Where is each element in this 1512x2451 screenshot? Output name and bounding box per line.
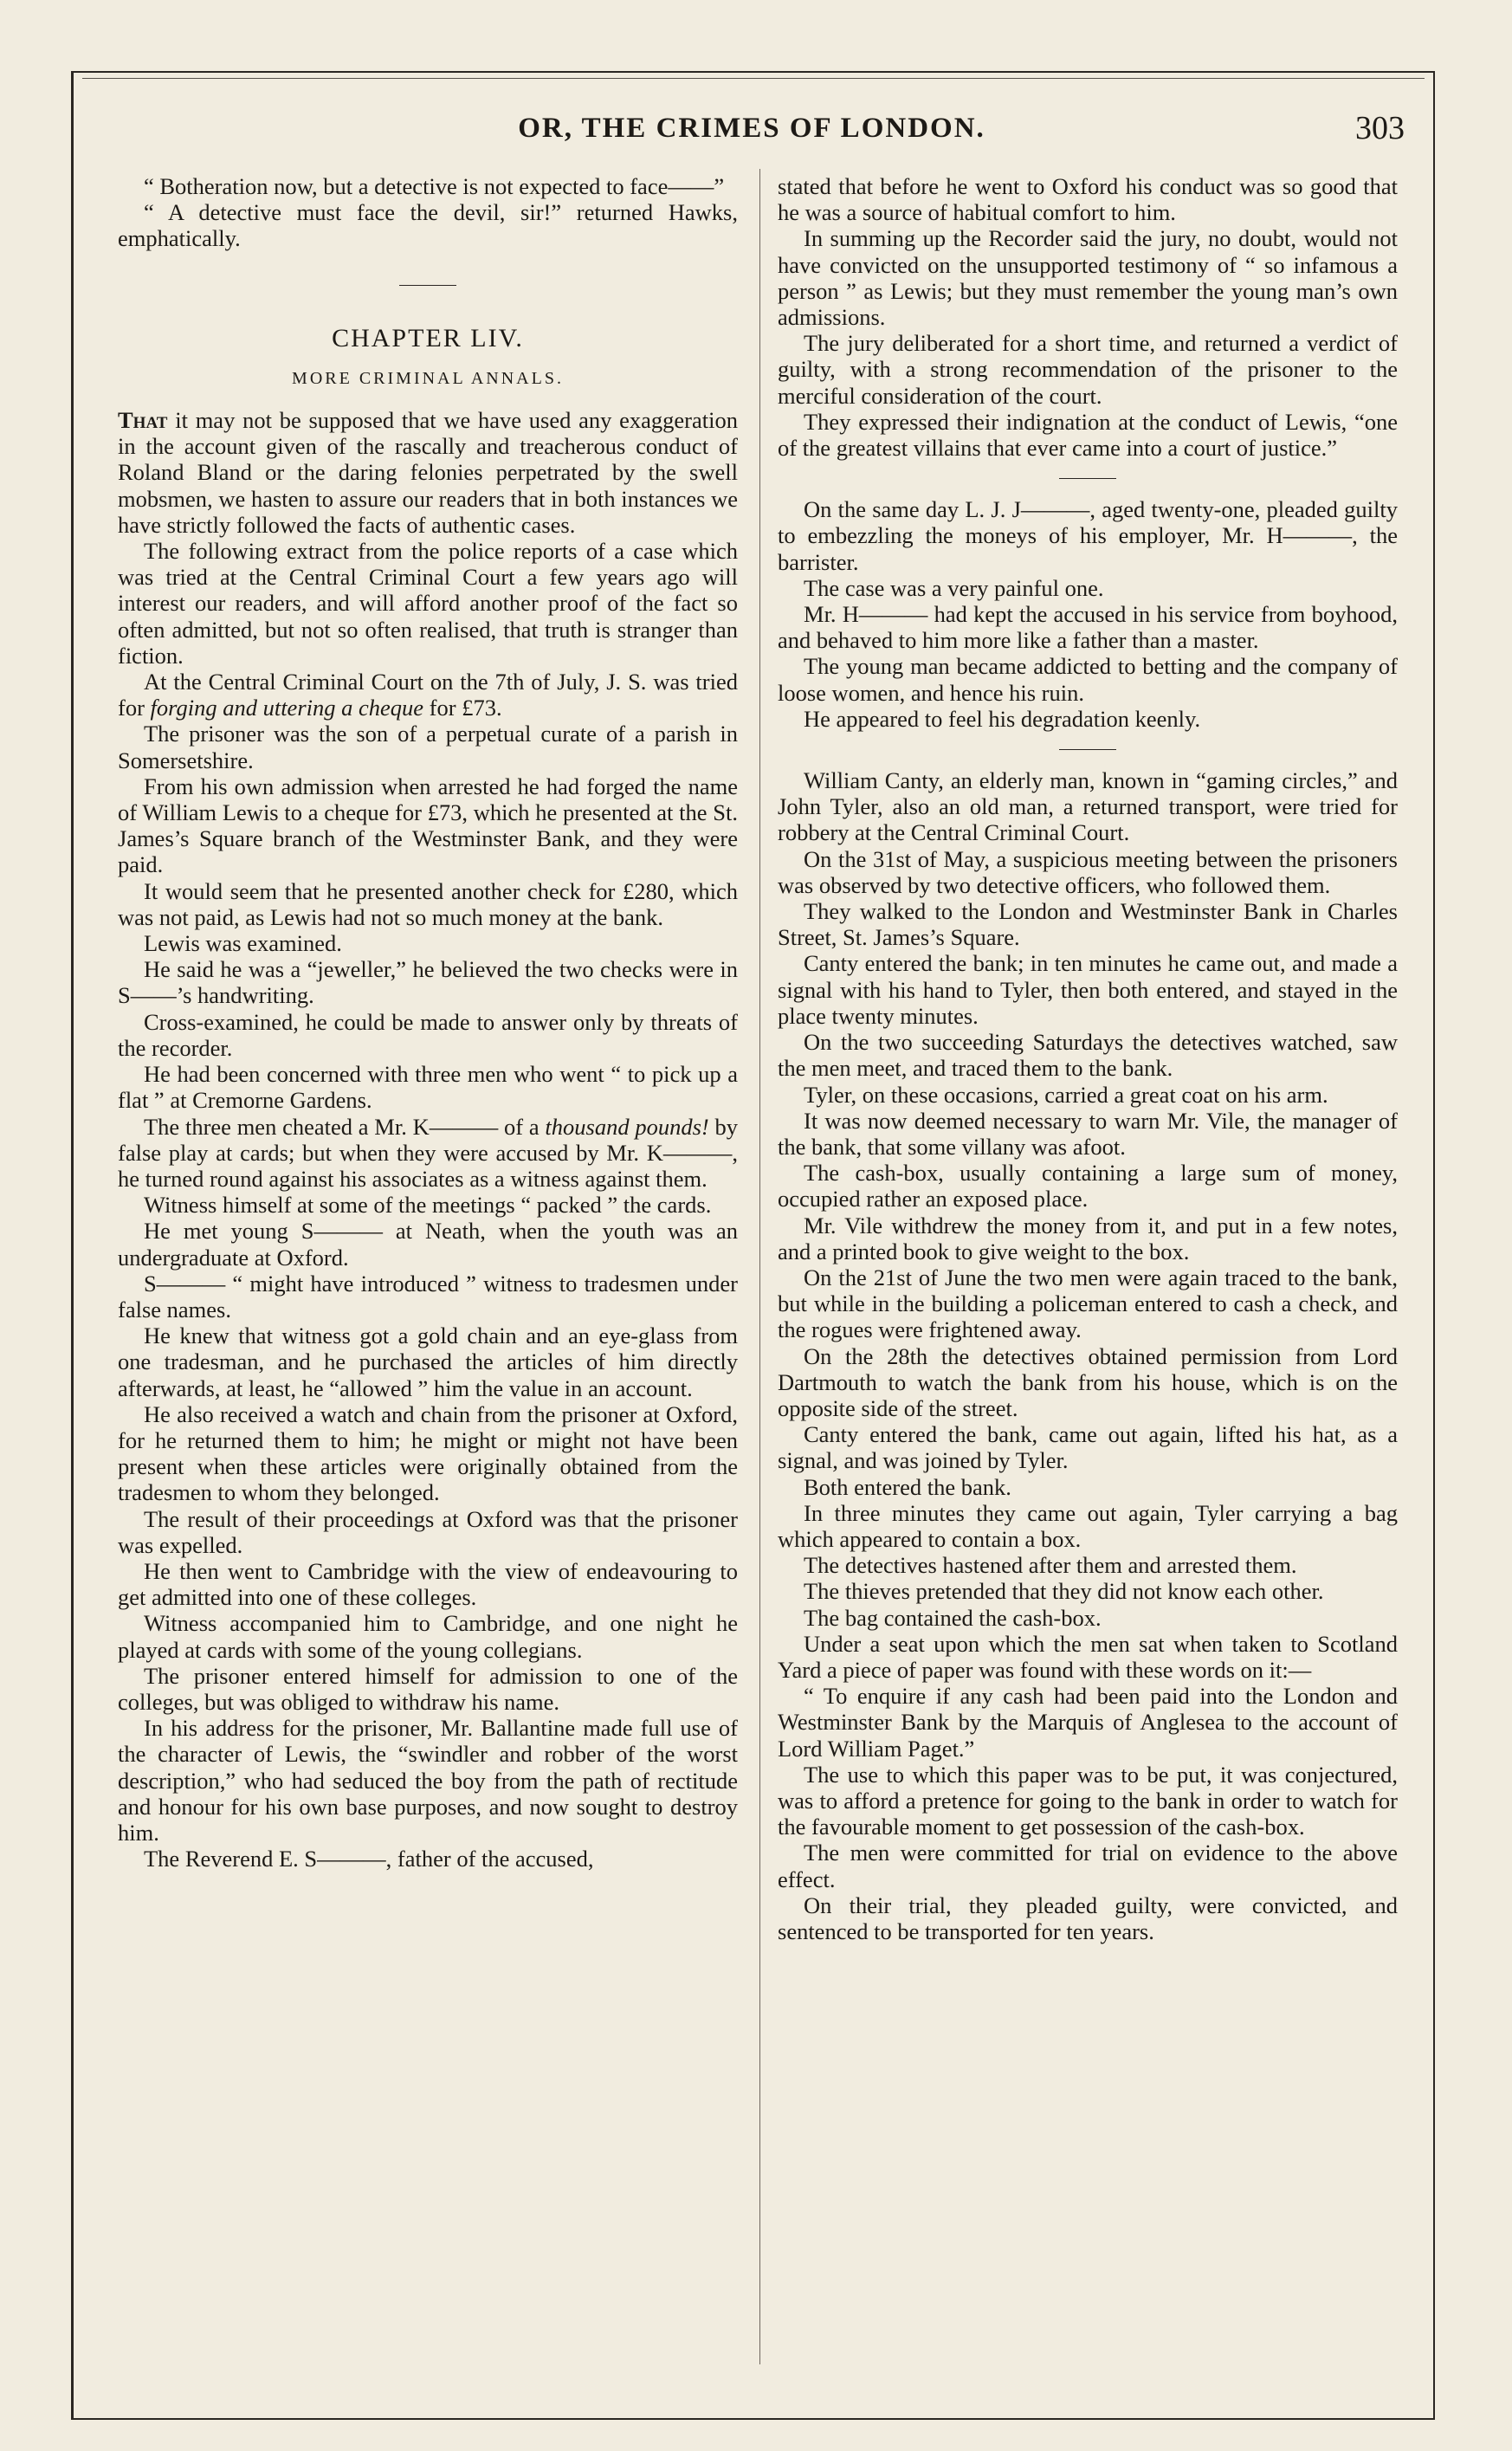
paragraph: Mr. Vile withdrew the money from it, and put in a few notes, and a printed book to give weight to the box.	[778, 1212, 1398, 1264]
paragraph: The thieves pretended that they did not know each other.	[804, 1578, 1324, 1605]
paragraph: The men were committed for trial on evidence to the above effect.	[778, 1840, 1398, 1892]
italic-text: thousand pounds!	[545, 1113, 709, 1140]
paragraph: The three men cheated a Mr. K——— of a thousand pounds! by false play at cards; but when they were accused by Mr. K———, he turned round against his associates as a witness against them.	[118, 1113, 739, 1192]
paragraph: He had been concerned with three men who went “ to pick up a flat ” at Cremorne Gardens.	[118, 1061, 738, 1114]
paragraph: On their trial, they pleaded guilty, were convicted, and sentenced to be transported for ten years.	[778, 1892, 1398, 1944]
paragraph: On the 21st of June the two men were again traced to the bank, but while in the building a policeman entered to cash a check, and the rogues were frightened away.	[778, 1264, 1398, 1343]
page-header	[71, 102, 1432, 156]
paragraph: On the same day L. J. J———, aged twenty-one, pleaded guilty to embezzling the moneys of his employer, Mr. H———, the barrister.	[778, 496, 1398, 575]
paragraph: In his address for the prisoner, Mr. Ballantine made full use of the character of Lewis, the “swindler and robber of the worst description,” who had seduced the boy from the path of rectitude and honour for his own base purposes, and now sought to destroy him.	[118, 1715, 738, 1846]
paragraph: Mr. H——— had kept the accused in his service from boyhood, and behaved to him more like a father than a master.	[778, 601, 1398, 654]
paragraph: Cross-examined, he could be made to answer only by threats of the recorder.	[118, 1008, 738, 1061]
paragraph: The following extract from the police reports of a case which was tried at the Central Criminal Court a few years ago will interest our readers, and will afford another proof of the fact so often admitted, but not so often realised, that truth is stranger than fiction.	[118, 538, 738, 669]
paragraph: Under a seat upon which the men sat when taken to Scotland Yard a piece of paper was found with these words on it:—	[778, 1630, 1398, 1683]
paragraph: The young man became addicted to betting and the company of loose women, and hence his ruin.	[778, 653, 1398, 706]
paragraph: The bag contained the cash-box.	[804, 1604, 1102, 1631]
paragraph: On the 31st of May, a suspicious meeting between the prisoners was observed by two detective officers, who followed them.	[778, 845, 1398, 898]
paragraph: They walked to the London and Westminster Bank in Charles Street, St. James’s Square.	[778, 898, 1398, 951]
paragraph: Canty entered the bank; in ten minutes he came out, and made a signal with his hand to Tyler, then both entered, and stayed in the place twenty minutes.	[778, 950, 1398, 1029]
paragraph: Both entered the bank.	[804, 1473, 1011, 1500]
page-number: 303	[1355, 110, 1405, 146]
paragraph: Witness himself at some of the meetings “ packed ” the cards.	[144, 1192, 712, 1219]
paragraph: stated that before he went to Oxford his conduct was so good that he was a source of habitual comfort to him.	[778, 173, 1398, 226]
paragraph: On the 28th the detectives obtained permission from Lord Dartmouth to watch the bank from his house, which is on the opposite side of the street.	[778, 1342, 1398, 1421]
paragraph: He also received a watch and chain from the prisoner at Oxford, for he returned them to him; he might or might not have been present when these articles were originally obtained from the tradesmen to whom they belonged.	[118, 1400, 738, 1506]
italic-text: forging and uttering a cheque	[150, 695, 424, 721]
paragraph: In summing up the Recorder said the jury, no doubt, would not have convicted on the unsupported testimony of “ so infamous a person ” as Lewis; but they must remember the young man’s own admissions.	[778, 225, 1398, 331]
chapter-heading: CHAPTER LIV.	[332, 323, 524, 352]
paragraph: He met young S——— at Neath, when the youth was an undergraduate at Oxford.	[118, 1218, 738, 1271]
left-column	[118, 173, 738, 1872]
section-rule	[399, 285, 456, 286]
paragraph: The jury deliberated for a short time, and returned a verdict of guilty, with a strong recommendation of the prisoner to the merciful consideration of the court.	[778, 330, 1398, 409]
paragraph: Lewis was examined.	[144, 930, 342, 957]
paragraph: William Canty, an elderly man, known in “gaming circles,” and John Tyler, also an old man, a returned transport, were tried for robbery at the Central Criminal Court.	[778, 767, 1398, 846]
paragraph: The prisoner was the son of a perpetual curate of a parish in Somersetshire.	[118, 721, 738, 773]
paragraph: “ To enquire if any cash had been paid into the London and Westminster Bank by the Marquis of Anglesea to the account of Lord William Paget.”	[778, 1683, 1398, 1762]
paragraph: He said he was a “jeweller,” he believed the two checks were in S——’s handwriting.	[118, 956, 738, 1009]
paragraph: The result of their proceedings at Oxford was that the prisoner was expelled.	[118, 1505, 738, 1558]
paragraph: “ A detective must face the devil, sir!” returned Hawks, emphatically.	[118, 199, 738, 252]
paragraph: On the two succeeding Saturdays the detectives watched, saw the men meet, and traced them to the bank.	[778, 1029, 1398, 1082]
paragraph: In three minutes they came out again, Tyler carrying a bag which appeared to contain a box.	[778, 1499, 1398, 1552]
paragraph: The prisoner entered himself for admission to one of the colleges, but was obliged to withdraw his name.	[118, 1662, 738, 1715]
paragraph: Tyler, on these occasions, carried a great coat on his arm.	[804, 1081, 1328, 1108]
paragraph: At the Central Criminal Court on the 7th of July, J. S. was tried for forging and uttering a cheque for £73.	[118, 669, 738, 721]
paragraph: Canty entered the bank, came out again, lifted his hat, as a signal, and was joined by Tyler.	[778, 1421, 1398, 1474]
paragraph: The use to which this paper was to be put, it was conjectured, was to afford a pretence for going to the bank in order to watch for the favourable moment to get possession of the cash-box.	[778, 1761, 1398, 1840]
paragraph: The case was a very painful one.	[804, 574, 1104, 601]
section-rule	[1059, 749, 1116, 750]
paragraph: They expressed their indignation at the conduct of Lewis, “one of the greatest villains that ever came into a court of justice.”	[778, 408, 1398, 462]
section-rule	[1059, 478, 1116, 479]
column-divider	[759, 169, 760, 2364]
running-title: OR, THE CRIMES OF LONDON.	[518, 113, 985, 144]
paragraph: It was now deemed necessary to warn Mr. Vile, the manager of the bank, that some villany was afoot.	[778, 1107, 1398, 1160]
paragraph: From his own admission when arrested he had forged the name of William Lewis to a cheque for £73, which he presented at the St. James’s Square branch of the Westminster Bank, and they were paid.	[118, 773, 738, 878]
chapter-subtitle: MORE CRIMINAL ANNALS.	[292, 368, 564, 388]
paragraph: The Reverend E. S———, father of the accused,	[144, 1846, 594, 1872]
paragraph: He then went to Cambridge with the view of endeavouring to get admitted into one of these colleges.	[118, 1557, 738, 1611]
paragraph: The detectives hastened after them and arrested them.	[804, 1552, 1297, 1579]
paragraph: It would seem that he presented another check for £280, which was not paid, as Lewis had not so much money at the bank.	[118, 877, 738, 930]
paragraph: Witness accompanied him to Cambridge, and one night he played at cards with some of the young collegians.	[118, 1610, 738, 1663]
paragraph: That it may not be supposed that we have used any exaggeration in the account given of the rascally and treacherous conduct of Roland Bland or the daring felonies perpetrated by the swell mobsmen, we hasten to assure our readers that in both instances we have strictly followed the facts of authentic cases.	[118, 407, 738, 538]
paragraph: He appeared to feel his degradation keenly.	[804, 705, 1201, 732]
lead-word: That	[118, 407, 168, 434]
right-column	[778, 173, 1398, 1944]
paragraph: “ Botheration now, but a detective is not expected to face——”	[144, 173, 725, 199]
paragraph: S——— “ might have introduced ” witness to tradesmen under false names.	[118, 1270, 738, 1323]
paragraph: The cash-box, usually containing a large sum of money, occupied rather an exposed place.	[778, 1160, 1398, 1213]
paragraph: He knew that witness got a gold chain and an eye-glass from one tradesman, and he purchased the articles of him directly afterwards, at least, he “allowed ” him the value in an account.	[118, 1323, 738, 1401]
